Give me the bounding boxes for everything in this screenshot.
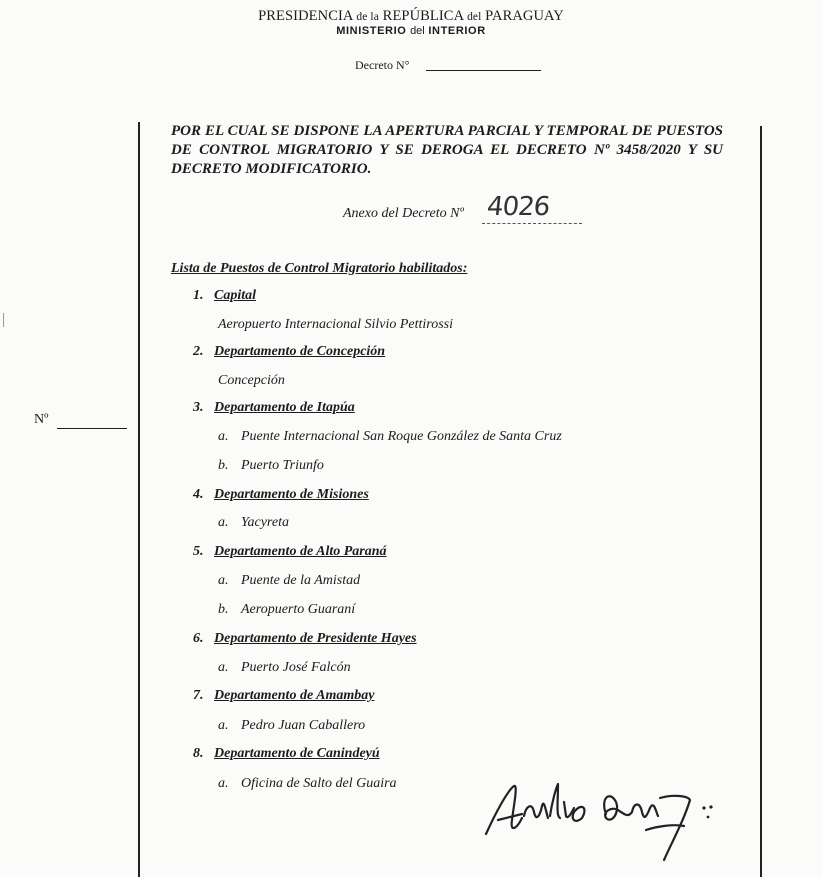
letterhead-word: PRESIDENCIA [258, 8, 353, 24]
letterhead-word: del [467, 11, 482, 23]
section-name: Departamento de Misiones [214, 487, 369, 502]
section-name: Departamento de Concepción [214, 344, 386, 359]
decree-number-label: Decreto N° [355, 58, 410, 72]
letterhead-word: MINISTERIO [336, 25, 407, 37]
list-item-text: Concepción [218, 373, 285, 388]
letterhead-word: de la [356, 11, 379, 23]
letterhead-word: PARAGUAY [485, 8, 564, 24]
section-heading [193, 400, 355, 416]
section-name: Departamento de Presidente Hayes [214, 631, 417, 646]
letterhead-word: del [410, 25, 425, 37]
list-item-text: Oficina de Salto del Guaira [241, 776, 397, 791]
section-heading [193, 688, 374, 704]
list-item [218, 660, 351, 676]
margin-number-label: Nº [34, 412, 49, 427]
list-item [218, 515, 289, 531]
section-heading [193, 288, 256, 304]
list-item-letter: a. [218, 718, 229, 733]
list-item [218, 317, 453, 333]
list-item [218, 718, 365, 734]
list-item-text: Aeropuerto Guaraní [241, 602, 356, 617]
section-name: Departamento de Alto Paraná [214, 544, 387, 559]
section-heading [193, 487, 369, 503]
list-item [218, 458, 324, 474]
letterhead-word: REPÚBLICA [382, 8, 464, 24]
section-number: 6. [193, 631, 204, 646]
section-name: Departamento de Canindeyú [214, 746, 380, 761]
section-number: 4. [193, 487, 204, 502]
decree-title: POR EL CUAL SE DISPONE LA APERTURA PARCIAL Y TEMPORAL DE PUESTOS DE CONTROL MIGRATORIO Y SE DEROGA EL DECRETO Nº 3458/2020 Y SU DECRETO MODIFICATORIO. [171, 123, 723, 177]
section-number: 1. [193, 288, 204, 303]
section-heading [193, 344, 385, 360]
list-item-text: Yacyreta [241, 515, 289, 530]
section-number: 8. [193, 746, 204, 761]
list-item-letter: a. [218, 660, 229, 675]
annex-label: Anexo del Decreto Nº [343, 206, 464, 221]
letterhead-presidency [0, 8, 822, 25]
section-heading [193, 746, 380, 762]
list-item-letter: a. [218, 429, 229, 444]
section-name: Departamento de Itapúa [214, 400, 355, 415]
list-item [218, 573, 360, 589]
list-item-letter: a. [218, 515, 229, 530]
list-item-letter: a. [218, 573, 229, 588]
list-item-letter: a. [218, 776, 229, 791]
list-item-text: Pedro Juan Caballero [241, 718, 366, 733]
list-item-text: Puerto Triunfo [241, 458, 324, 473]
list-item-letter: b. [218, 458, 229, 473]
list-item-text: Aeropuerto Internacional Silvio Pettirossi [218, 317, 453, 332]
section-number: 2. [193, 344, 204, 359]
letterhead-ministry [0, 25, 822, 37]
section-heading [193, 544, 387, 560]
section-number: 5. [193, 544, 204, 559]
section-number: 3. [193, 400, 204, 415]
list-item [218, 373, 285, 389]
right-margin-rule [760, 126, 762, 877]
list-item-letter: b. [218, 602, 229, 617]
signature-image [478, 772, 728, 867]
list-title: Lista de Puestos de Control Migratorio habilitados: [171, 261, 468, 276]
section-name: Departamento de Amambay [214, 688, 375, 703]
handwritten-annex-number: 4026 [485, 192, 551, 222]
left-margin-rule [138, 122, 140, 877]
decree-number-blank-line [426, 70, 541, 71]
section-number: 7. [193, 688, 204, 703]
letterhead-word: INTERIOR [428, 25, 486, 37]
margin-number-line [57, 428, 127, 429]
list-item [218, 602, 355, 618]
list-item-text: Puerto José Falcón [241, 660, 351, 675]
section-name: Capital [214, 288, 257, 303]
margin-mark [3, 313, 4, 327]
section-heading [193, 631, 417, 647]
list-item-text: Puente de la Amistad [241, 573, 361, 588]
list-item [218, 429, 562, 445]
list-item-text: Puente Internacional San Roque González de Santa Cruz [241, 429, 562, 444]
annex-number-line [482, 223, 582, 224]
list-item [218, 776, 397, 792]
